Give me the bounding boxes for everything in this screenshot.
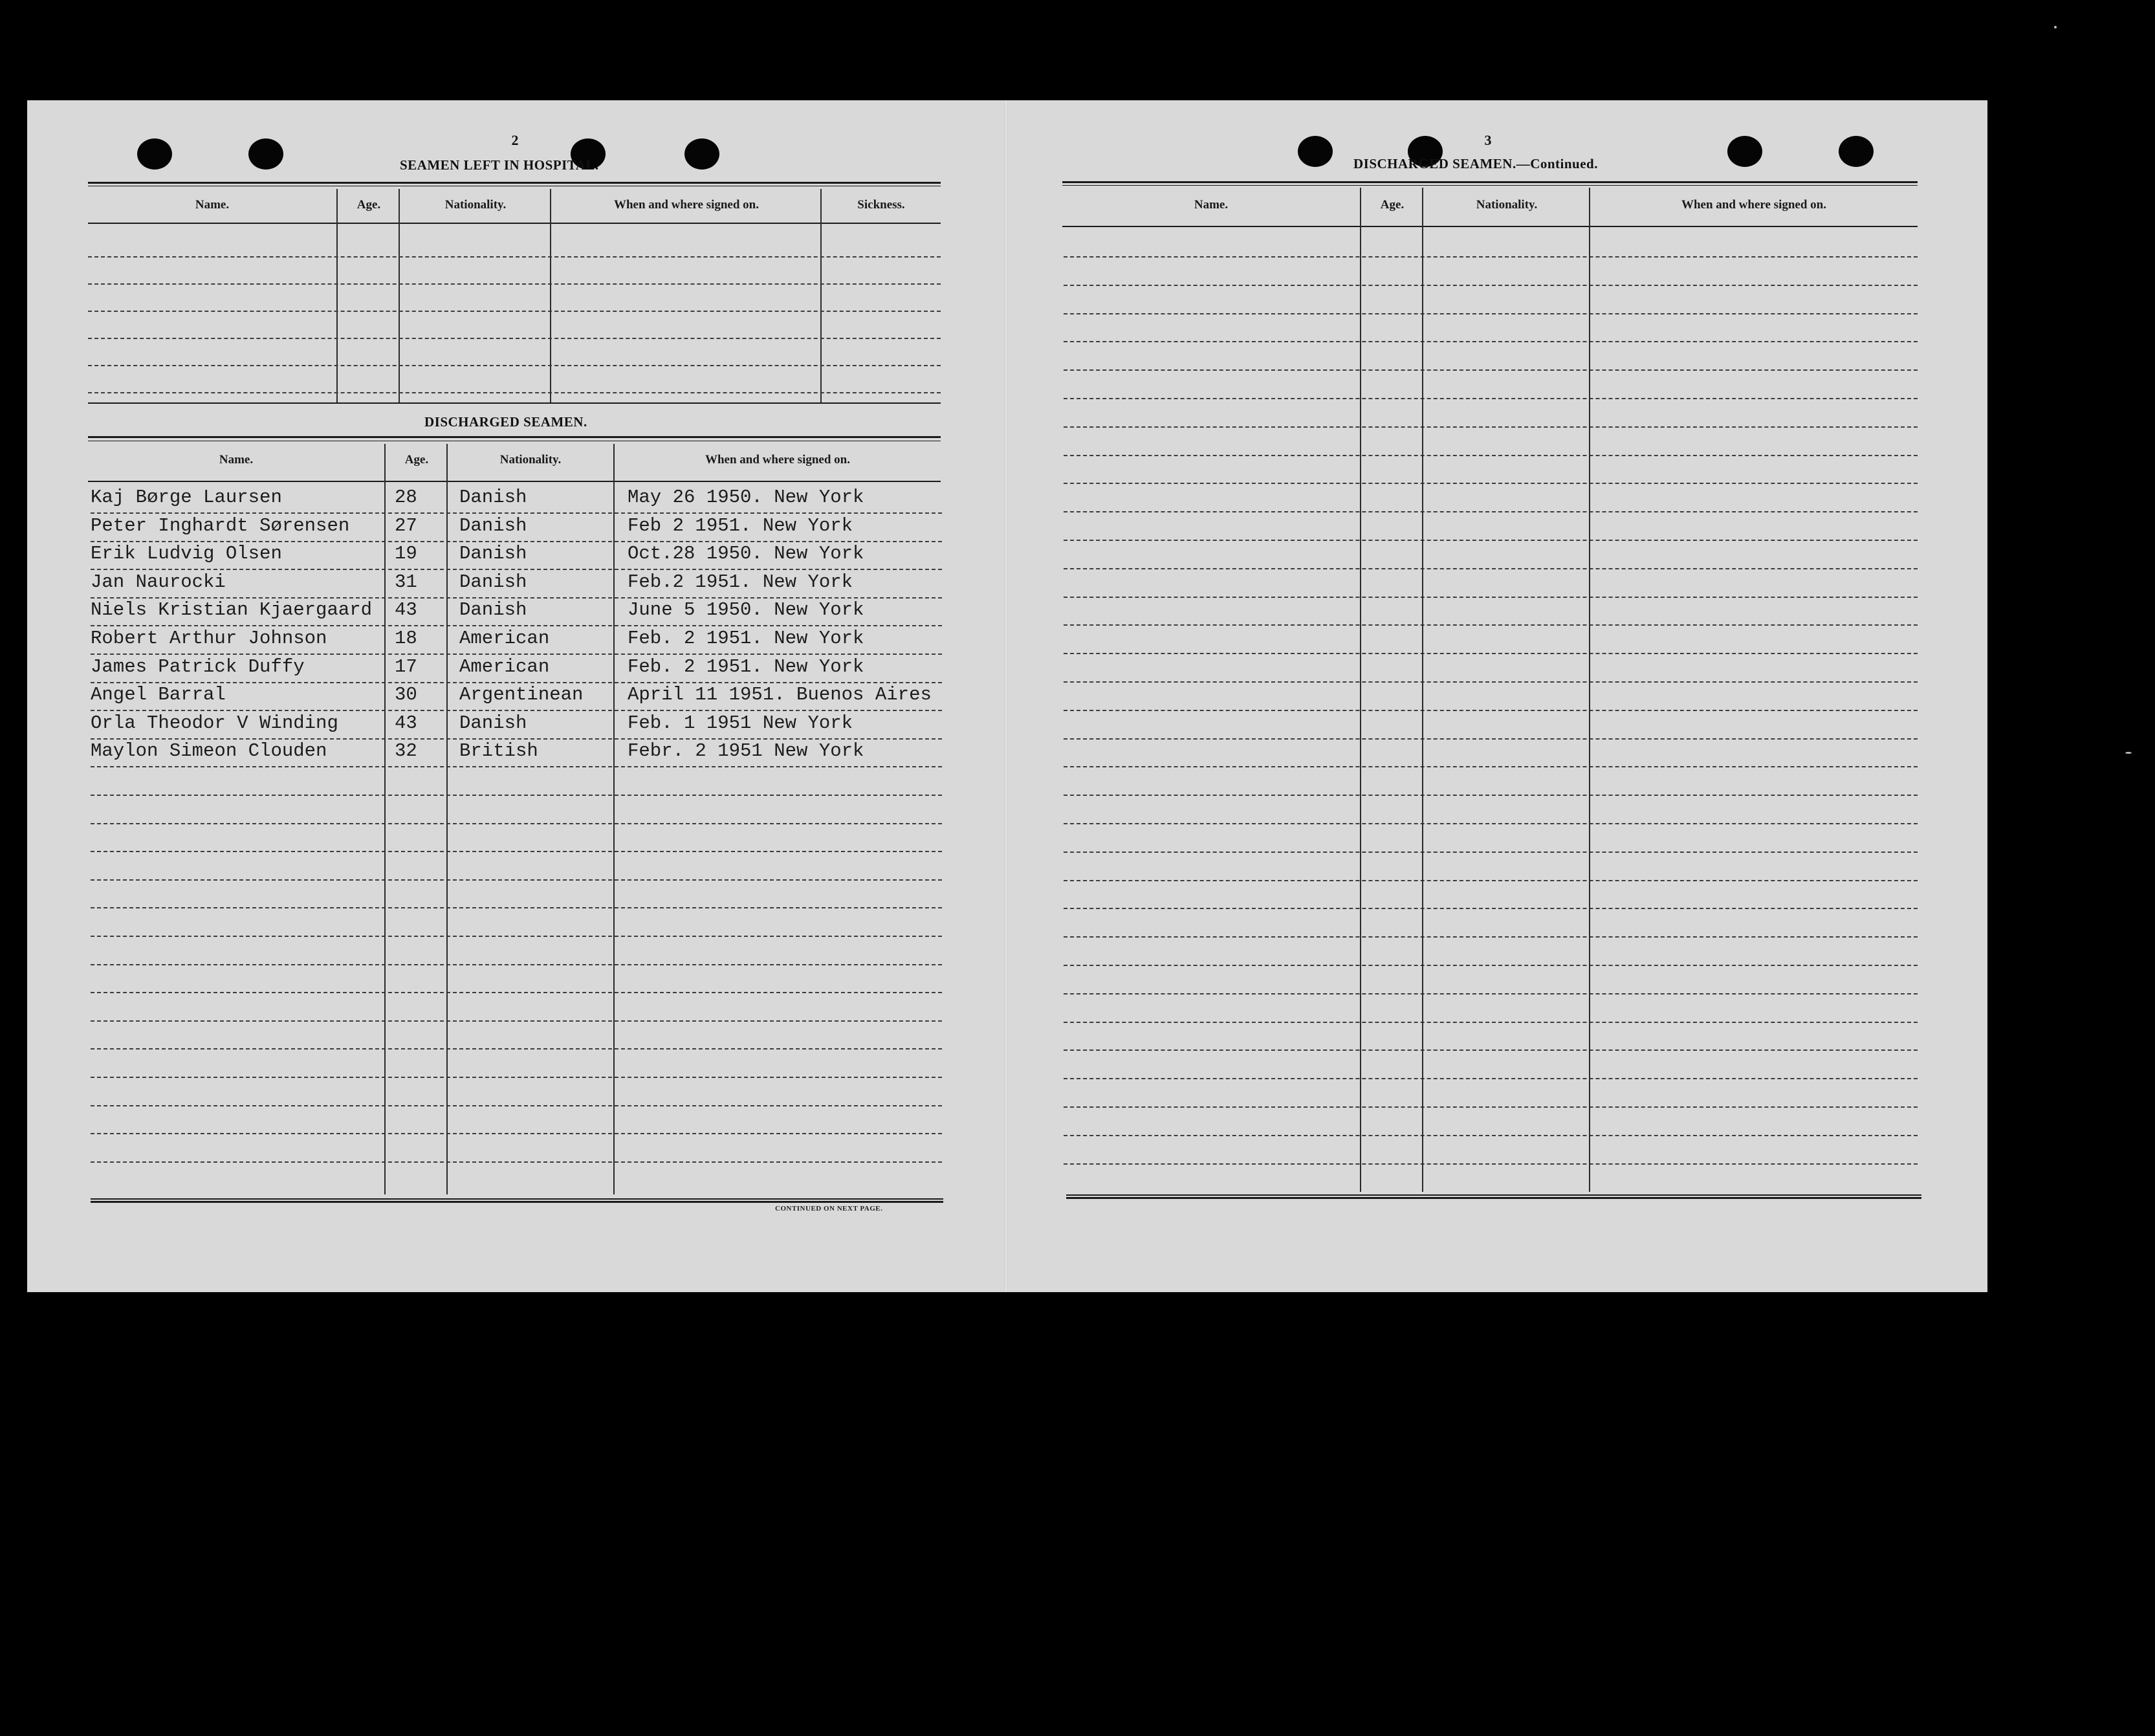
seaman-name: Peter Inghardt Sørensen [91,515,350,536]
entry-line [1064,1135,1918,1136]
discharged-section-title: DISCHARGED SEAMEN. [424,414,587,430]
right-bottom-rule [1066,1194,1921,1196]
entry-line [1064,908,1918,909]
seaman-age: 18 [395,628,417,649]
entry-line [1064,880,1918,881]
seaman-signed-on: Oct.28 1950. New York [628,543,864,564]
hospital-column-divider [820,189,822,404]
entry-line [1064,738,1918,740]
seaman-signed-on: May 26 1950. New York [628,487,864,508]
entry-line [1064,852,1918,853]
page-number-left: 2 [511,132,519,148]
entry-line [1064,1078,1918,1079]
entry-line [91,625,942,626]
hospital-entry-line [88,256,941,258]
seaman-signed-on: April 11 1951. Buenos Aires [628,684,932,705]
page-fold [1004,100,1008,1292]
right-bottom-rule-thick [1066,1197,1921,1199]
entry-line [1064,285,1918,286]
scan-speck [2125,752,2132,754]
seaman-nationality: American [459,656,550,677]
entry-line [1064,653,1918,654]
seaman-name: Orla Theodor V Winding [91,712,338,734]
seaman-nationality: Danish [459,599,527,621]
hospital-column-divider [399,189,400,404]
seaman-age: 17 [395,656,417,677]
seaman-name: James Patrick Duffy [91,656,305,677]
entry-line [1064,455,1918,456]
discharged-header-nationality: Nationality. [499,453,562,467]
hospital-header-rule [88,223,941,224]
seaman-age: 28 [395,487,417,508]
entry-line [91,936,942,937]
discharged-column-divider [613,444,615,1194]
entry-line [91,1133,942,1134]
entry-line [91,597,942,599]
hospital-header-signed-on: When and where signed on. [613,198,759,212]
entry-line [1064,624,1918,626]
entry-line [91,795,942,796]
seaman-age: 31 [395,571,417,593]
seaman-signed-on: Feb. 2 1951. New York [628,656,864,677]
seaman-nationality: Danish [459,515,527,536]
hospital-entry-line [88,338,941,339]
hospital-header-sickness: Sickness. [857,198,905,212]
entry-line [91,710,942,711]
entry-line [1064,597,1918,598]
seaman-signed-on: Feb. 2 1951. New York [628,628,864,649]
seaman-signed-on: Feb.2 1951. New York [628,571,853,593]
seaman-signed-on: Feb. 1 1951 New York [628,712,853,734]
hospital-header-nationality: Nationality. [444,198,507,212]
hospital-header-name: Name. [195,198,230,212]
seaman-age: 27 [395,515,417,536]
seaman-name: Niels Kristian Kjaergaard [91,599,373,621]
hospital-entry-line [88,283,941,285]
entry-line [1064,823,1918,824]
right-section-title: DISCHARGED SEAMEN.—Continued. [1353,156,1598,171]
punch-hole [1298,136,1333,167]
seaman-age: 19 [395,543,417,564]
seaman-signed-on: Febr. 2 1951 New York [628,740,864,762]
entry-line [91,766,942,767]
discharged-bottom-rule [91,1198,943,1200]
hospital-top-rule [88,182,941,184]
entry-line [1064,398,1918,399]
hospital-column-divider [336,189,338,404]
entry-line [91,541,942,542]
entry-line [1064,369,1918,371]
entry-line [1064,568,1918,569]
seaman-age: 30 [395,684,417,705]
seaman-name: Robert Arthur Johnson [91,628,327,649]
seaman-name: Erik Ludvig Olsen [91,543,282,564]
entry-line [91,823,942,824]
entry-line [91,992,942,993]
entry-line [1064,256,1918,258]
discharged-column-divider [446,444,448,1194]
hospital-bottom-rule [88,402,941,404]
punch-hole [684,138,719,170]
seaman-nationality: British [459,740,538,762]
hospital-header-age: Age. [356,198,381,212]
entry-line [91,964,942,965]
scan-speck [2054,26,2057,28]
entry-line [91,738,942,740]
seaman-nationality: Danish [459,543,527,564]
entry-line [1064,795,1918,796]
right-header-nationality: Nationality. [1476,198,1538,212]
right-column-divider [1360,188,1361,1192]
entry-line [1064,540,1918,541]
entry-line [1064,483,1918,484]
entry-line [1064,766,1918,767]
right-top-rule-thin [1062,185,1918,186]
entry-line [91,1077,942,1078]
entry-line [91,682,942,683]
right-top-rule [1062,181,1918,183]
seaman-name: Jan Naurocki [91,571,226,593]
discharged-bottom-rule-thick [91,1201,943,1203]
seaman-signed-on: Feb 2 1951. New York [628,515,853,536]
entry-line [91,1161,942,1163]
discharged-header-name: Name. [219,453,254,467]
discharged-header-signed-on: When and where signed on. [705,453,850,467]
entry-line [1064,341,1918,342]
seaman-nationality: Danish [459,712,527,734]
hospital-column-divider [550,189,551,404]
entry-line [91,907,942,908]
entry-line [1064,965,1918,966]
entry-line [1064,993,1918,994]
entry-line [91,1105,942,1106]
entry-line [1064,313,1918,314]
entry-line [1064,426,1918,428]
right-header-signed-on: When and where signed on. [1681,198,1826,212]
seaman-name: Angel Barral [91,684,226,705]
entry-line [91,654,942,655]
entry-line [91,1020,942,1022]
punch-hole [248,138,283,170]
seaman-nationality: Danish [459,571,527,593]
entry-line [1064,710,1918,711]
right-header-age: Age. [1380,198,1405,212]
entry-line [91,851,942,852]
entry-line [1064,681,1918,683]
entry-line [1064,936,1918,938]
seaman-nationality: Argentinean [459,684,584,705]
right-column-divider [1422,188,1423,1192]
entry-line [91,1048,942,1049]
page-number-right: 3 [1484,132,1492,148]
right-header-rule [1062,226,1918,227]
seaman-age: 43 [395,712,417,734]
seaman-age: 32 [395,740,417,762]
discharged-top-rule [88,436,941,438]
seaman-name: Kaj Børge Laursen [91,487,282,508]
entry-line [91,512,942,514]
discharged-header-rule [88,481,941,482]
seaman-age: 43 [395,599,417,621]
punch-hole [137,138,172,170]
punch-hole [1839,136,1874,167]
entry-line [1064,1022,1918,1023]
entry-line [91,879,942,881]
seaman-signed-on: June 5 1950. New York [628,599,864,621]
hospital-entry-line [88,365,941,366]
discharged-header-age: Age. [404,453,429,467]
seaman-nationality: Danish [459,487,527,508]
continued-note: CONTINUED ON NEXT PAGE. [775,1205,883,1213]
seaman-nationality: American [459,628,550,649]
entry-line [1064,511,1918,512]
discharged-column-divider [384,444,386,1194]
right-column-divider [1589,188,1590,1192]
hospital-entry-line [88,392,941,393]
entry-line [1064,1106,1918,1108]
entry-line [1064,1163,1918,1165]
hospital-entry-line [88,311,941,312]
right-header-name: Name. [1194,198,1229,212]
punch-hole [1727,136,1762,167]
hospital-section-title: SEAMEN LEFT IN HOSPITAL. [400,157,599,173]
entry-line [91,569,942,570]
seaman-name: Maylon Simeon Clouden [91,740,327,762]
entry-line [1064,1049,1918,1051]
